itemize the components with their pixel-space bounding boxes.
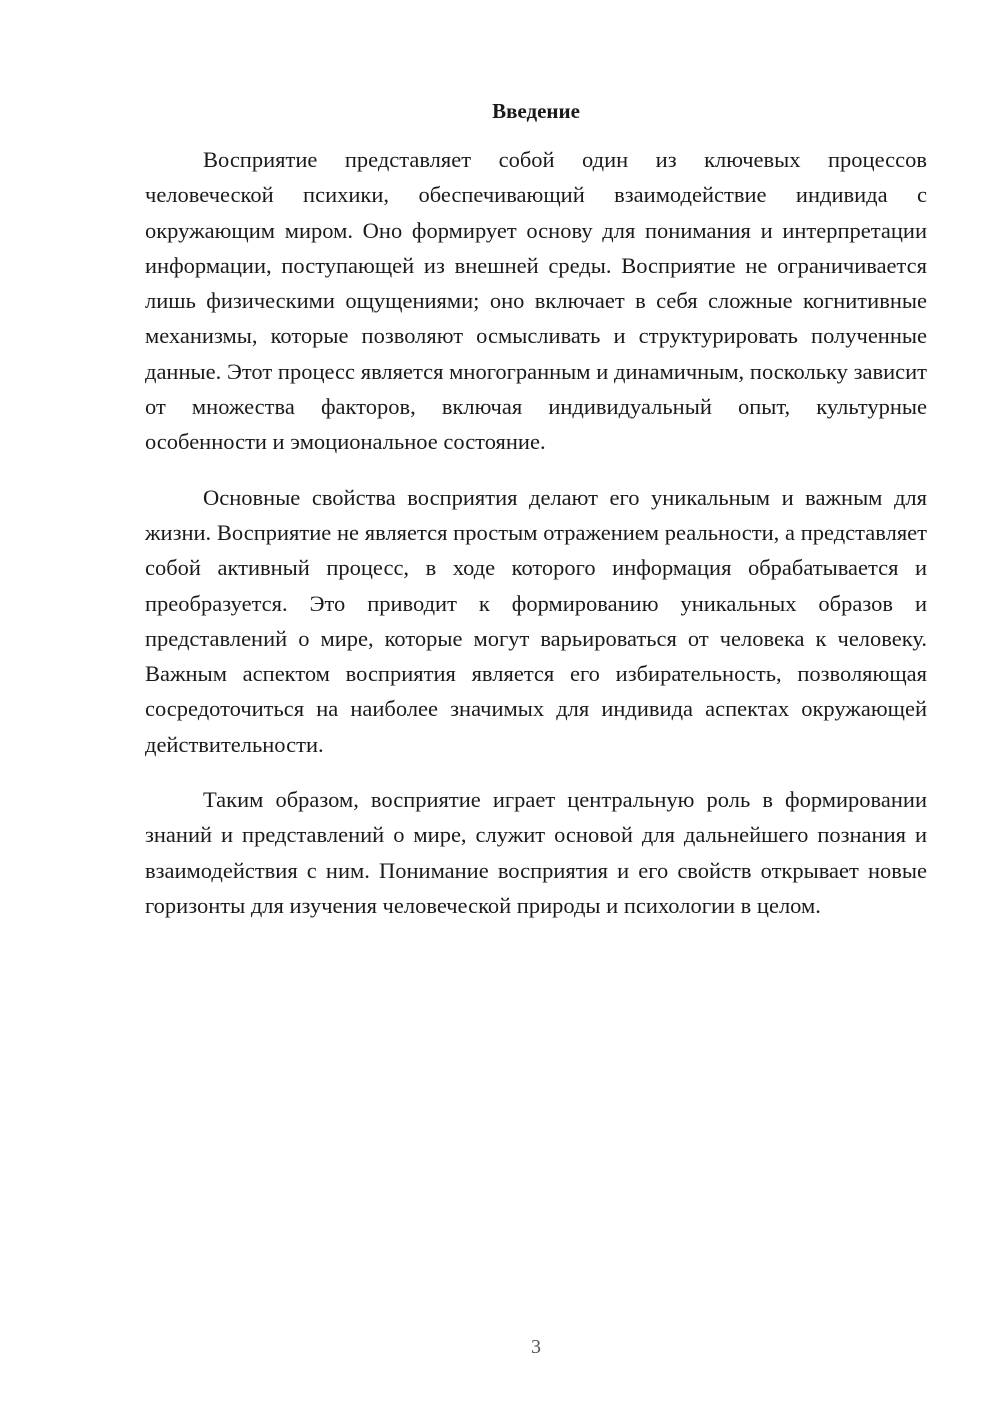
- paragraph-2: Основные свойства восприятия делают его уникальным и важным для жизни. Восприятие не является простым отражением реальности, а представляет собой активный процесс, в ходе которого информация обрабатывается и преобразуется. Это приводит к формированию уникальных образов и представлений о мире, которые могут варьироваться от человека к человеку. Важным аспектом восприятия является его избирательность, позволяющая сосредоточиться на наиболее значимых для индивида аспектах окружающей действительности.: [145, 484, 927, 757]
- paragraph-1: Восприятие представляет собой один из ключевых процессов человеческой психики, обеспечивающий взаимодействие индивида с окружающим миром. Оно формирует основу для понимания и интерпретации информации, поступающей из внешней среды. Восприятие не ограничивается лишь физическими ощущениями; оно включает в себя сложные когнитивные механизмы, которые позволяют осмысливать и структурировать полученные данные. Этот процесс является многогранным и динамичным, поскольку зависит от множества факторов, включая индивидуальный опыт, культурные особенности и эмоциональное состояние.: [145, 147, 927, 455]
- paragraph-3: Таким образом, восприятие играет центральную роль в формировании знаний и представлений о мире, служит основой для дальнейшего познания и взаимодействия с ним. Понимание восприятия и его свойств открывает новые горизонты для изучения человеческой природы и психологии в целом.: [145, 787, 927, 918]
- body-text: [145, 142, 927, 943]
- page-number: 3: [531, 1336, 541, 1358]
- page-title: Введение: [492, 99, 580, 123]
